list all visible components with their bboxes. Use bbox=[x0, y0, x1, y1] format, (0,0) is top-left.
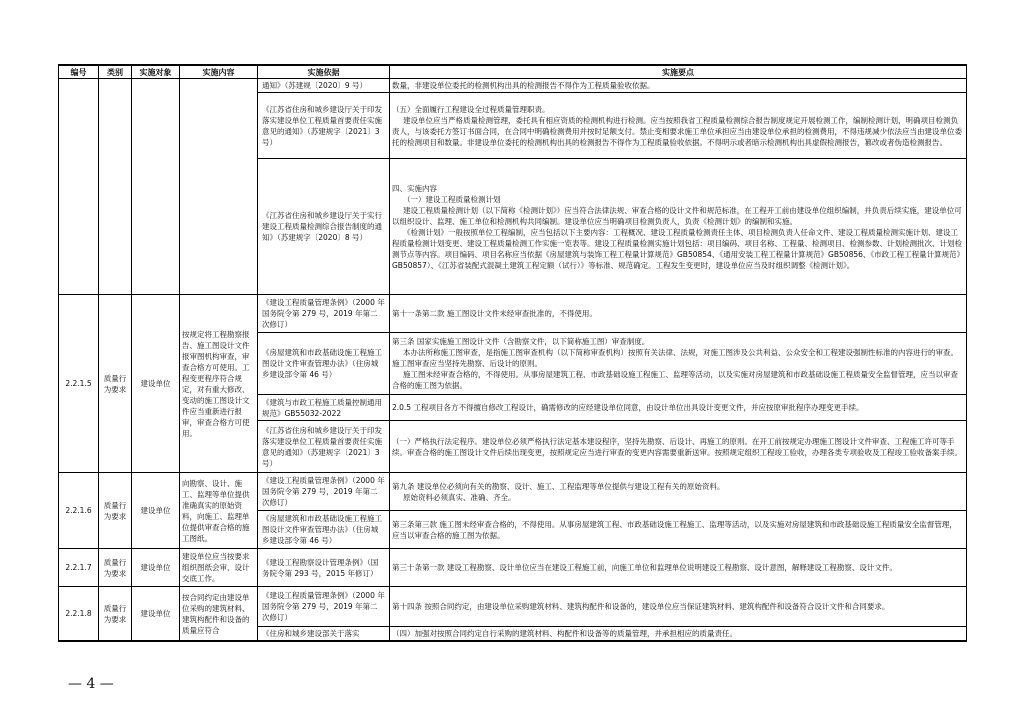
basis-cell bbox=[258, 295, 390, 333]
point-text: （一）严格执行法定程序。建设单位必须严格执行法定基本建设程序，坚持先勘察、后设计、再施工的原则。在开工前按规定办理施工图设计文件审查、工程施工许可等手续。审查合格的施工图设计文件后续出现变更，按照规定应当进行审查的变更内容需要重新送审。按照规定组织工程竣工验收，办理各类专项验收及工程竣工验收备案手续。 bbox=[392, 436, 962, 457]
points-cell bbox=[390, 79, 967, 93]
item-category: 质量行为要求 bbox=[99, 549, 132, 587]
table-row bbox=[59, 587, 967, 627]
point-text: （五）全面履行工程建设全过程质量管理职责。 bbox=[392, 104, 550, 114]
basis-cell bbox=[258, 421, 390, 473]
header-target: 实施对象 bbox=[132, 65, 180, 79]
points-cell bbox=[390, 421, 967, 473]
header-content: 实施内容 bbox=[180, 65, 258, 79]
basis-text: 《房屋建筑和市政基础设施工程施工图设计文件审查管理办法》（住房城乡建设部令第 46 号） bbox=[262, 514, 382, 545]
empty-cell bbox=[180, 79, 258, 295]
point-text: （四）加强对按照合同约定自行采购的建筑材料、构配件和设备等的质量管理，并承担相应的质量责任。 bbox=[392, 629, 737, 638]
point-text: 2.0.5 工程项目各方不得擅自修改工程设计，确需修改的应经建设单位同意，由设计单位出具设计变更文件，并应按原审批程序办理变更手续。 bbox=[392, 403, 864, 412]
point-text: 第九条 建设单位必须向有关的勘察、设计、施工、工程监理等单位提供与建设工程有关的原始资料。 bbox=[392, 481, 725, 491]
basis-cell bbox=[258, 511, 390, 549]
basis-cell bbox=[258, 159, 390, 295]
header-points: 实施要点 bbox=[390, 65, 967, 79]
item-category: 质量行为要求 bbox=[99, 473, 132, 549]
item-code: 2.2.1.5 bbox=[59, 295, 99, 473]
points-cell bbox=[390, 473, 967, 511]
points-cell bbox=[390, 587, 967, 627]
item-category: 质量行为要求 bbox=[99, 587, 132, 642]
point-text: 第十一条第二款 施工图设计文件未经审查批准的，不得使用。 bbox=[392, 309, 597, 318]
point-text: 第三条第三款 施工图未经审查合格的，不得使用。从事房屋建筑工程、市政基础设施工程施工、监理等活动，以及实施对房屋建筑和市政基础设施工程质量安全监督管理，应当以审查合格的施工图为依据。 bbox=[392, 519, 957, 540]
item-target: 建设单位 bbox=[132, 473, 180, 549]
points-cell bbox=[390, 295, 967, 333]
item-code: 2.2.1.6 bbox=[59, 473, 99, 549]
point-text: 《检测计划》一般按照单位工程编制，应当包括以下主要内容：工程概况、建设工程质量检测责任主体、项目检测负责人任命文件、建设工程质量检测实施计划、建设工程质量检测计划变更、建设工程质量检测工作实施一览表等。建设工程质量检测实施计划包括：项目编码、项目名称、工程量、检测项目、检测参数、计划检测批次、计划检测节点等内容。项目编码、项目名称应当依据《房屋建筑与装饰工程工程量计算规范》GB50854、《通用安装工程工程量计算规范》GB50856、《市政工程工程量计算规范》GB50857）、《江苏省装配式混凝土建筑工程定额（试行）》等标准、规范确定。工程发生变更时，建设单位应当及时组织调整《检测计划》。 bbox=[392, 227, 962, 270]
item-category: 质量行为要求 bbox=[99, 295, 132, 473]
basis-text: 《建设工程质量管理条例》（2000 年国务院令第 279 号，2019 年第二次修订） bbox=[262, 476, 385, 507]
basis-text: 《建设工程质量管理条例》（2000 年国务院令第 279 号，2019 年第二次修订） bbox=[262, 298, 385, 329]
item-content: 按合同约定由建设单位采购的建筑材料、建筑构配件和设备的质量应符合 bbox=[180, 587, 258, 642]
table-row bbox=[59, 473, 967, 511]
item-content: 按规定将工程勘察报告、施工图设计文件报审图机构审查，审查合格方可使用。工程变更程序符合规定，对有重大修改、变动的施工图设计文件应当重新进行报审，审查合格方可使用。 bbox=[180, 295, 258, 473]
points-cell bbox=[390, 333, 967, 395]
basis-cell bbox=[258, 473, 390, 511]
empty-cell bbox=[132, 79, 180, 295]
regulation-table bbox=[58, 64, 967, 642]
basis-cell bbox=[258, 333, 390, 395]
points-cell bbox=[390, 511, 967, 549]
points-cell bbox=[390, 159, 967, 295]
table-row bbox=[59, 549, 967, 587]
basis-cell bbox=[258, 587, 390, 627]
points-cell bbox=[390, 549, 967, 587]
basis-text: 《江苏省住房和城乡建设厅关于印发落实建设单位工程质量首要责任实施意见的通知》（苏建规字〔2021〕3 号） bbox=[262, 104, 382, 147]
empty-cell bbox=[99, 79, 132, 295]
basis-text: 《房屋建筑和市政基础设施工程施工图设计文件审查管理办法》（住房城乡建设部令第 46 号） bbox=[262, 348, 382, 379]
basis-text: 《江苏省住房和城乡建设厅关于印发落实建设单位工程质量首要责任实施意见的通知》（苏建规字〔2021〕3 号） bbox=[262, 425, 382, 468]
point-text: （一）建设工程质量检测计划 bbox=[403, 194, 501, 204]
points-cell bbox=[390, 627, 967, 642]
point-text: 四、实施内容 bbox=[392, 183, 437, 193]
item-content: 建设单位应当按要求组织图纸会审、设计交底工作。 bbox=[180, 549, 258, 587]
basis-text: 《建设工程勘察设计管理条例》（国务院令第 293 号，2015 年修订） bbox=[262, 557, 379, 578]
basis-cell bbox=[258, 395, 390, 421]
empty-cell bbox=[59, 79, 99, 295]
basis-text: 《建筑与市政工程施工质量控制通用规范》GB55032-2022 bbox=[262, 397, 382, 418]
item-code: 2.2.1.7 bbox=[59, 549, 99, 587]
item-target: 建设单位 bbox=[132, 295, 180, 473]
point-text: 施工图未经审查合格的，不得使用。从事房屋建筑工程、市政基础设施工程施工、监理等活动，以及实施对房屋建筑和市政基础设施工程质量安全监督管理，应当以审查合格的施工图为依据。 bbox=[392, 370, 958, 390]
point-text: 本办法所称施工图审查，是指施工图审查机构（以下简称审查机构）按照有关法律、法规，对施工图涉及公共利益、公众安全和工程建设强制性标准的内容进行的审查。施工图审查应当坚持先勘察、后设计的原则。 bbox=[392, 348, 958, 368]
basis-text: 《住房和城乡建设部关于落实 bbox=[262, 629, 360, 638]
header-code: 编号 bbox=[59, 65, 99, 79]
item-content: 向勘察、设计、施工、监理等单位提供准确真实的原始资料，向施工、监理单位提供审查合格的施工图纸。 bbox=[180, 473, 258, 549]
basis-text: 通知》（苏建规〔2020〕9 号） bbox=[262, 81, 367, 90]
basis-cell bbox=[258, 549, 390, 587]
point-text: 数量，非建设单位委托的检测机构出具的检测报告不得作为工程质量验收依据。 bbox=[392, 81, 655, 90]
item-code: 2.2.1.8 bbox=[59, 587, 99, 642]
basis-cell bbox=[258, 93, 390, 159]
point-text: 第三十条第一款 建设工程勘察、设计单位应当在建设工程施工前，向施工单位和监理单位说明建设工程勘察、设计意图，解释建设工程勘察、设计文件。 bbox=[392, 563, 897, 572]
point-text: 第三条 国家实施施工图设计文件（含勘察文件，以下简称施工图）审查制度。 bbox=[392, 337, 650, 346]
point-text: 建设单位应当严格质量检测管理，委托具有相应资质的检测机构进行检测。应当按照我省工程质量检测综合报告制度规定开展检测工作，编制检测计划，明确项目检测负责人，与该委托方签订书面合同，在合同中明确检测费用并按时足额支付。禁止变相要求施工单位承担应当由建设单位承担的检测费用，不得违规减少依法应当由建设单位委托的检测项目和数量。非建设单位委托的检测机构出具的检测报告不得作为工程质量验收依据。不得明示或者暗示检测机构出具虚假检测报告，篡改或者伪造检测报告。 bbox=[392, 115, 962, 147]
point-text: 第十四条 按照合同约定，由建设单位采购建筑材料、建筑构配件和设备的，建设单位应当保证建筑材料、建筑构配件和设备符合设计文件和合同要求。 bbox=[392, 602, 890, 611]
points-cell bbox=[390, 93, 967, 159]
page-number: — 4 — bbox=[68, 676, 114, 692]
table-header-row bbox=[59, 65, 967, 79]
header-category: 类别 bbox=[99, 65, 132, 79]
point-text: 原始资料必须真实、准确、齐全。 bbox=[403, 492, 516, 502]
item-target: 建设单位 bbox=[132, 587, 180, 642]
basis-cell bbox=[258, 627, 390, 642]
header-basis: 实施依据 bbox=[258, 65, 390, 79]
basis-text: 《建设工程质量管理条例》（2000 年国务院令第 279 号，2019 年第二次修订） bbox=[262, 591, 385, 622]
basis-text: 《江苏省住房和城乡建设厅关于实行建设工程质量检测综合报告制度的通知》（苏建规字〔2020〕8 号） bbox=[262, 211, 382, 242]
basis-cell bbox=[258, 79, 390, 93]
point-text: 建设工程质量检测计划（以下简称《检测计划》）应当符合法律法规、审查合格的设计文件和规范标准，在工程开工前由建设单位组织编制，并负责后续实施，建设单位可以组织设计、监理、施工单位和检测机构共同编制。建设单位应当明确项目检测负责人，负责《检测计划》的编制和实施。 bbox=[392, 205, 962, 226]
table-row bbox=[59, 79, 967, 93]
item-target: 建设单位 bbox=[132, 549, 180, 587]
table-row bbox=[59, 295, 967, 333]
points-cell bbox=[390, 395, 967, 421]
